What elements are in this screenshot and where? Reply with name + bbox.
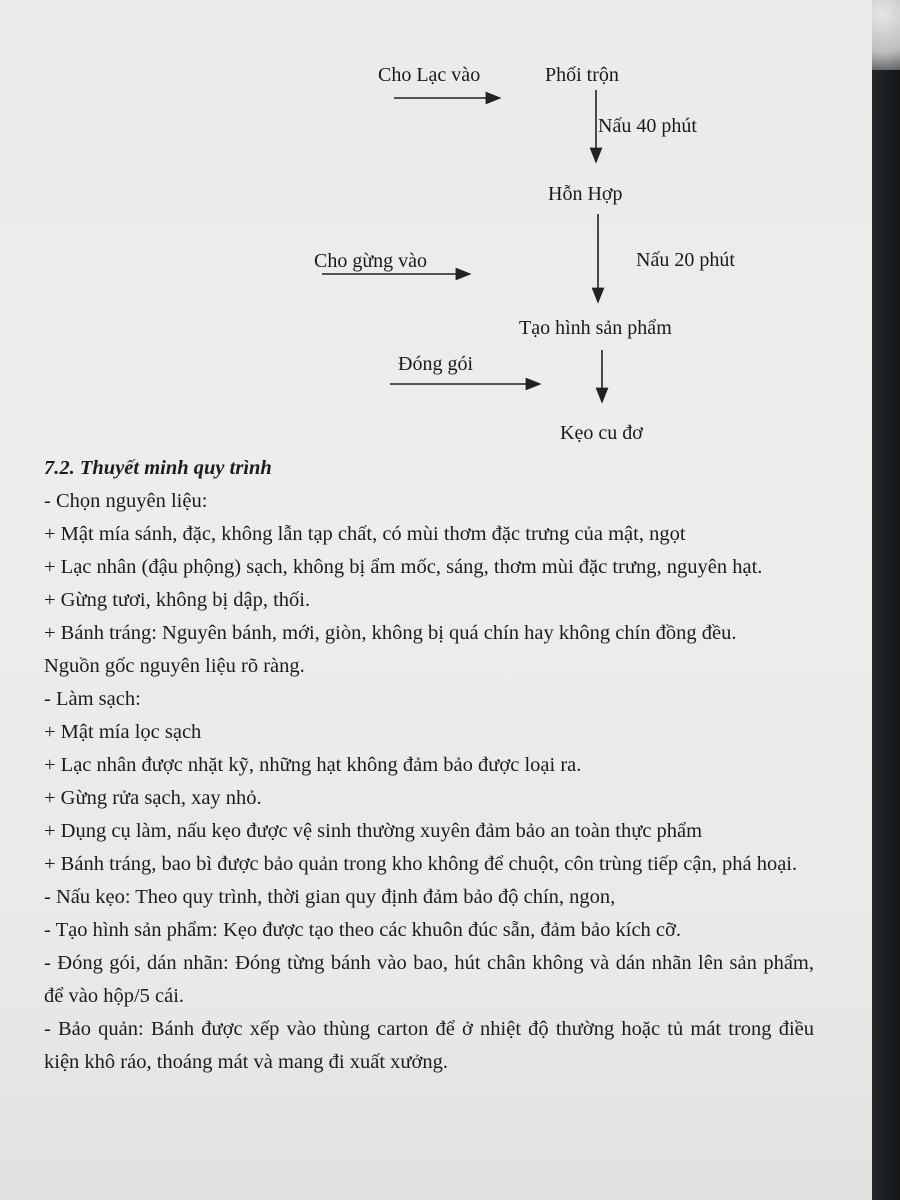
- input-label-cho-gung-vao: Cho gừng vào: [314, 250, 428, 272]
- step-label-nau-20: Nấu 20 phút: [636, 249, 735, 271]
- text-line: + Lạc nhân được nhặt kỹ, những hạt không đảm bảo được loại ra.: [44, 754, 582, 776]
- node-tao-hinh-san-pham: Tạo hình sản phẩm: [519, 317, 672, 339]
- text-line: - Tạo hình sản phẩm: Kẹo được tạo theo các khuôn đúc sẵn, đảm bảo kích cỡ.: [44, 919, 681, 941]
- text-line: + Dụng cụ làm, nấu kẹo được vệ sinh thường xuyên đảm bảo an toàn thực phẩm: [44, 820, 703, 842]
- text-line: - Nấu kẹo: Theo quy trình, thời gian quy định đảm bảo độ chín, ngon,: [44, 886, 616, 908]
- text-line: Nguồn gốc nguyên liệu rõ ràng.: [44, 655, 305, 677]
- node-hon-hop: Hỗn Hợp: [548, 183, 623, 205]
- text-line: + Lạc nhân (đậu phộng) sạch, không bị ẩm mốc, sáng, thơm mùi đặc trưng, nguyên hạt.: [44, 556, 763, 578]
- text-line: + Bánh tráng, bao bì được bảo quản trong kho không để chuột, côn trùng tiếp cận, phá hoại.: [44, 853, 798, 875]
- step-label-nau-40: Nấu 40 phút: [598, 115, 697, 137]
- input-label-dong-goi: Đóng gói: [398, 353, 473, 375]
- text-line: - Chọn nguyên liệu:: [44, 490, 208, 512]
- section-title: 7.2. Thuyết minh quy trình: [44, 457, 272, 479]
- text-line: - Làm sạch:: [44, 688, 141, 710]
- text-line: + Bánh tráng: Nguyên bánh, mới, giòn, không bị quá chín hay không chín đồng đều.: [44, 622, 737, 644]
- node-keo-cu-do: Kẹo cu đơ: [560, 422, 643, 444]
- text-line: + Gừng tươi, không bị dập, thối.: [44, 589, 311, 611]
- text-line: - Đóng gói, dán nhãn: Đóng từng bánh vào bao, hút chân không và dán nhãn lên sản phẩm, để vào hộp/5 cái.: [44, 952, 814, 1007]
- text-line: + Mật mía sánh, đặc, không lẫn tạp chất, có mùi thơm đặc trưng của mật, ngọt: [44, 523, 686, 545]
- process-flowchart: [0, 0, 872, 450]
- text-line: + Mật mía lọc sạch: [44, 721, 202, 743]
- text-line: - Bảo quản: Bánh được xếp vào thùng carton để ở nhiệt độ thường hoặc tủ mát trong điều kiện khô ráo, thoáng mát và mang đi xuất xưởng.: [44, 1018, 814, 1073]
- text-line: + Gừng rửa sạch, xay nhỏ.: [44, 787, 262, 809]
- input-label-cho-lac-vao: Cho Lạc vào: [378, 64, 481, 86]
- node-phoi-tron: Phối trộn: [545, 64, 619, 86]
- process-description: [44, 452, 814, 1079]
